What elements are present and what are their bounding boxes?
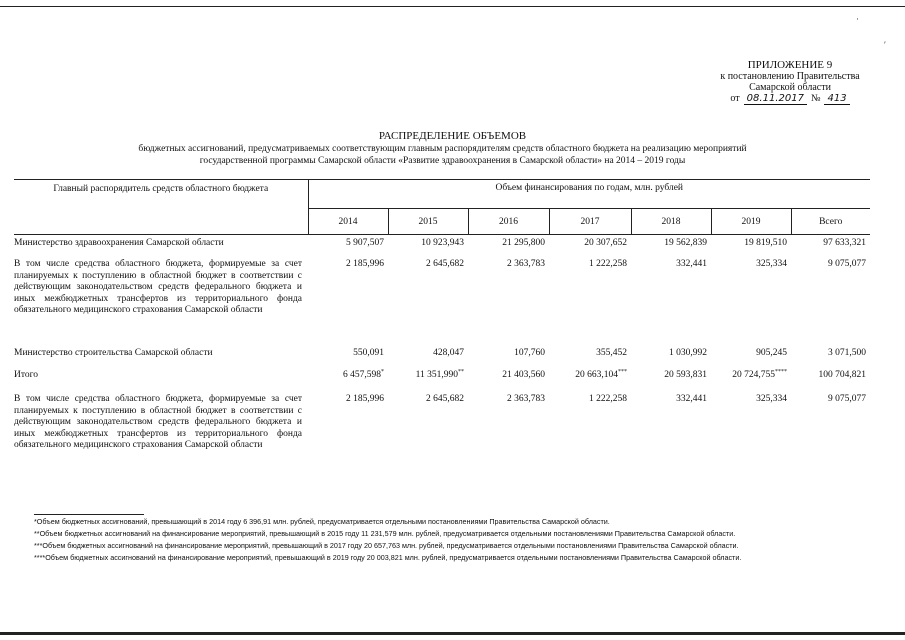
cell-value: 325,334: [756, 394, 787, 404]
funding-table: [14, 179, 870, 464]
cell-value: 5 907,507: [346, 238, 384, 248]
cell-value: [631, 368, 711, 392]
cell-value: 332,441: [676, 394, 707, 404]
subtitle-line: бюджетных ассигнований, предусматриваемых соответствующим главным распорядителям средств областного бюджета на реализацию мероприятий: [138, 144, 747, 154]
table-row: [14, 345, 870, 368]
cell-value: 550,091: [353, 348, 384, 358]
cell-total: 9 075,077: [828, 394, 866, 404]
footnote-mark: ***: [618, 368, 627, 375]
subtitle-line: государственной программы Самарской области «Развитие здравоохранения в Самарской области» на 2014 – 2019 годы: [199, 156, 686, 166]
cell-value: 2 645,682: [426, 259, 464, 269]
appendix-date-line: [690, 93, 890, 105]
cell-total: 3 071,500: [828, 348, 866, 358]
appendix-title: ПРИЛОЖЕНИЕ 9: [747, 59, 833, 71]
row-label: Министерство строительства Самарской области: [14, 348, 213, 358]
header-year: 2015: [388, 209, 468, 235]
table-row: [14, 256, 870, 345]
header-year: 2014: [308, 209, 388, 235]
cell-total: 97 633,321: [823, 238, 866, 248]
cell-number: 20 724,755: [732, 370, 775, 380]
date-prefix: от: [730, 93, 740, 104]
document-subtitle: [60, 143, 825, 167]
cell-value: [308, 368, 388, 392]
cell-total: 9 075,077: [828, 259, 866, 269]
footnote: *Объем бюджетных ассигнований, превышающий в 2014 году 6 396,91 млн. рублей, предусматривается отдельными постановлениями Правительства Самарской области.: [34, 517, 610, 526]
table-row: [14, 368, 870, 392]
cell-value: 355,452: [596, 348, 627, 358]
cell-value: 332,441: [676, 259, 707, 269]
header-funding-by-year: Объем финансирования по годам, млн. рублей: [308, 180, 870, 209]
table-row: [14, 392, 870, 464]
cell-value: 2 185,996: [346, 394, 384, 404]
cell-value: 428,047: [433, 348, 464, 358]
document-title: РАСПРЕДЕЛЕНИЕ ОБЪЕМОВ: [378, 130, 527, 142]
row-label: Министерство здравоохранения Самарской области: [14, 238, 224, 248]
cell-value: 1 222,258: [589, 394, 627, 404]
scan-mark: ′: [884, 40, 886, 50]
footnote: ****Объем бюджетных ассигнований на финансирование мероприятий, превышающий в 2019 году 20 003,821 млн. рублей, предусматривается отдельными постановлениями Правительства Самарской области.: [34, 553, 742, 562]
footnote-mark: *: [381, 368, 384, 375]
handwritten-date: 08.11.2017: [744, 93, 807, 105]
cell-value: [549, 368, 631, 392]
appendix-line: Самарской области: [749, 82, 831, 93]
cell-value: 2 363,783: [507, 259, 545, 269]
page-top-border: [0, 6, 905, 7]
cell-value: [711, 368, 791, 392]
cell-value: 325,334: [756, 259, 787, 269]
footnote: **Объем бюджетных ассигнований на финансирование мероприятий, превышающий в 2015 году 11 231,579 млн. рублей, предусматривается отдельными постановлениями Правительства Самарской области.: [34, 529, 736, 538]
cell-number: 6 457,598: [343, 370, 381, 380]
header-total: Всего: [791, 209, 870, 235]
footnote-mark: ****: [775, 368, 787, 375]
number-prefix: №: [810, 93, 821, 104]
row-label: В том числе средства областного бюджета, формируемые за счет планируемых к поступлению в областной бюджет в соответствии с действующим законодательством средств федерального бюджета и иных межбюджетных трансфертов из территориального фонда обязательного медицинского страхования Самарской области: [14, 394, 302, 450]
cell-value: 905,245: [756, 348, 787, 358]
cell-value: [468, 368, 549, 392]
row-label: Итого: [14, 370, 39, 380]
cell-value: 19 819,510: [744, 238, 787, 248]
footnote-separator: [34, 514, 144, 515]
footnote: ***Объем бюджетных ассигнований на финансирование мероприятий, превышающий в 2017 году 20 657,763 млн. рублей, предусматривается отдельными постановлениями Правительства Самарской области.: [34, 541, 739, 550]
cell-value: 1 030,992: [669, 348, 707, 358]
appendix-block: [690, 60, 890, 105]
cell-value: 20 307,652: [584, 238, 627, 248]
cell-value: 19 562,839: [664, 238, 707, 248]
header-year: 2017: [549, 209, 631, 235]
cell-value: 21 295,800: [502, 238, 545, 248]
header-year: 2016: [468, 209, 549, 235]
cell-value: 2 645,682: [426, 394, 464, 404]
page-bottom-border: [0, 632, 905, 635]
cell-number: 21 403,560: [502, 370, 545, 380]
header-main-distributor: Главный распорядитель средств областного бюджета: [14, 180, 308, 235]
cell-value: 2 363,783: [507, 394, 545, 404]
cell-value: 10 923,943: [421, 238, 464, 248]
table-row: [14, 235, 870, 257]
scan-mark: ·: [856, 14, 859, 24]
footnote-mark: **: [458, 368, 464, 375]
cell-number: 11 351,990: [415, 370, 458, 380]
cell-value: [388, 368, 468, 392]
header-year: 2019: [711, 209, 791, 235]
header-year: 2018: [631, 209, 711, 235]
cell-value: 107,760: [514, 348, 545, 358]
footnotes: [34, 516, 884, 564]
cell-value: 2 185,996: [346, 259, 384, 269]
cell-number: 20 593,831: [664, 370, 707, 380]
row-label: В том числе средства областного бюджета, формируемые за счет планируемых к поступлению в областной бюджет в соответствии с действующим законодательством средств федерального бюджета и иных межбюджетных трансфертов из территориального фонда обязательного медицинского страхования Самарской области: [14, 259, 302, 315]
cell-number: 20 663,104: [575, 370, 618, 380]
handwritten-number: 413: [824, 93, 849, 105]
appendix-line: к постановлению Правительства: [720, 71, 860, 82]
cell-total: 100 704,821: [818, 370, 866, 380]
cell-value: 1 222,258: [589, 259, 627, 269]
